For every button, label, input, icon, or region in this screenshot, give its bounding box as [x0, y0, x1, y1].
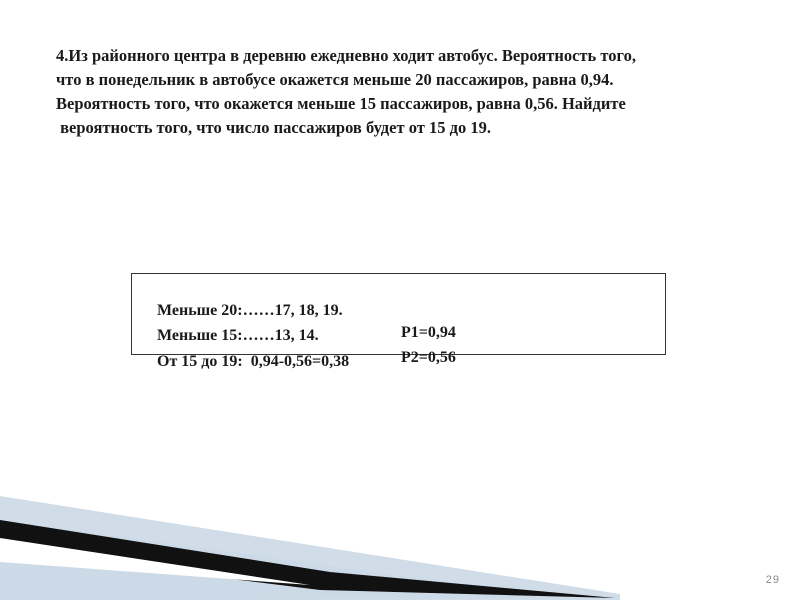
solution-box: [131, 273, 666, 370]
problem-line-1: 4.Из районного центра в деревню ежедневно ходит автобус. Вероятность того,: [56, 46, 636, 65]
less-15-values: Меньше 15:……13, 14.: [157, 327, 319, 344]
problem-line-4: вероятность того, что число пассажиров будет от 15 до 19.: [56, 118, 491, 137]
result-calculation: От 15 до 19: 0,94-0,56=0,38: [157, 353, 350, 370]
solution-row-result: [141, 329, 350, 370]
p1-value: Р1=0,94: [401, 324, 456, 341]
problem-line-2: что в понедельник в автобусе окажется меньше 20 пассажиров, равна 0,94.: [56, 70, 614, 89]
p2-value: Р2=0,56: [401, 349, 456, 366]
less-20-values: Меньше 20:……17, 18, 19.: [157, 302, 343, 319]
decorative-swoosh: [0, 490, 620, 600]
problem-statement: [56, 44, 766, 140]
problem-line-3: Вероятность того, что окажется меньше 15 пассажиров, равна 0,56. Найдите: [56, 94, 626, 113]
page-number: 29: [765, 574, 780, 586]
